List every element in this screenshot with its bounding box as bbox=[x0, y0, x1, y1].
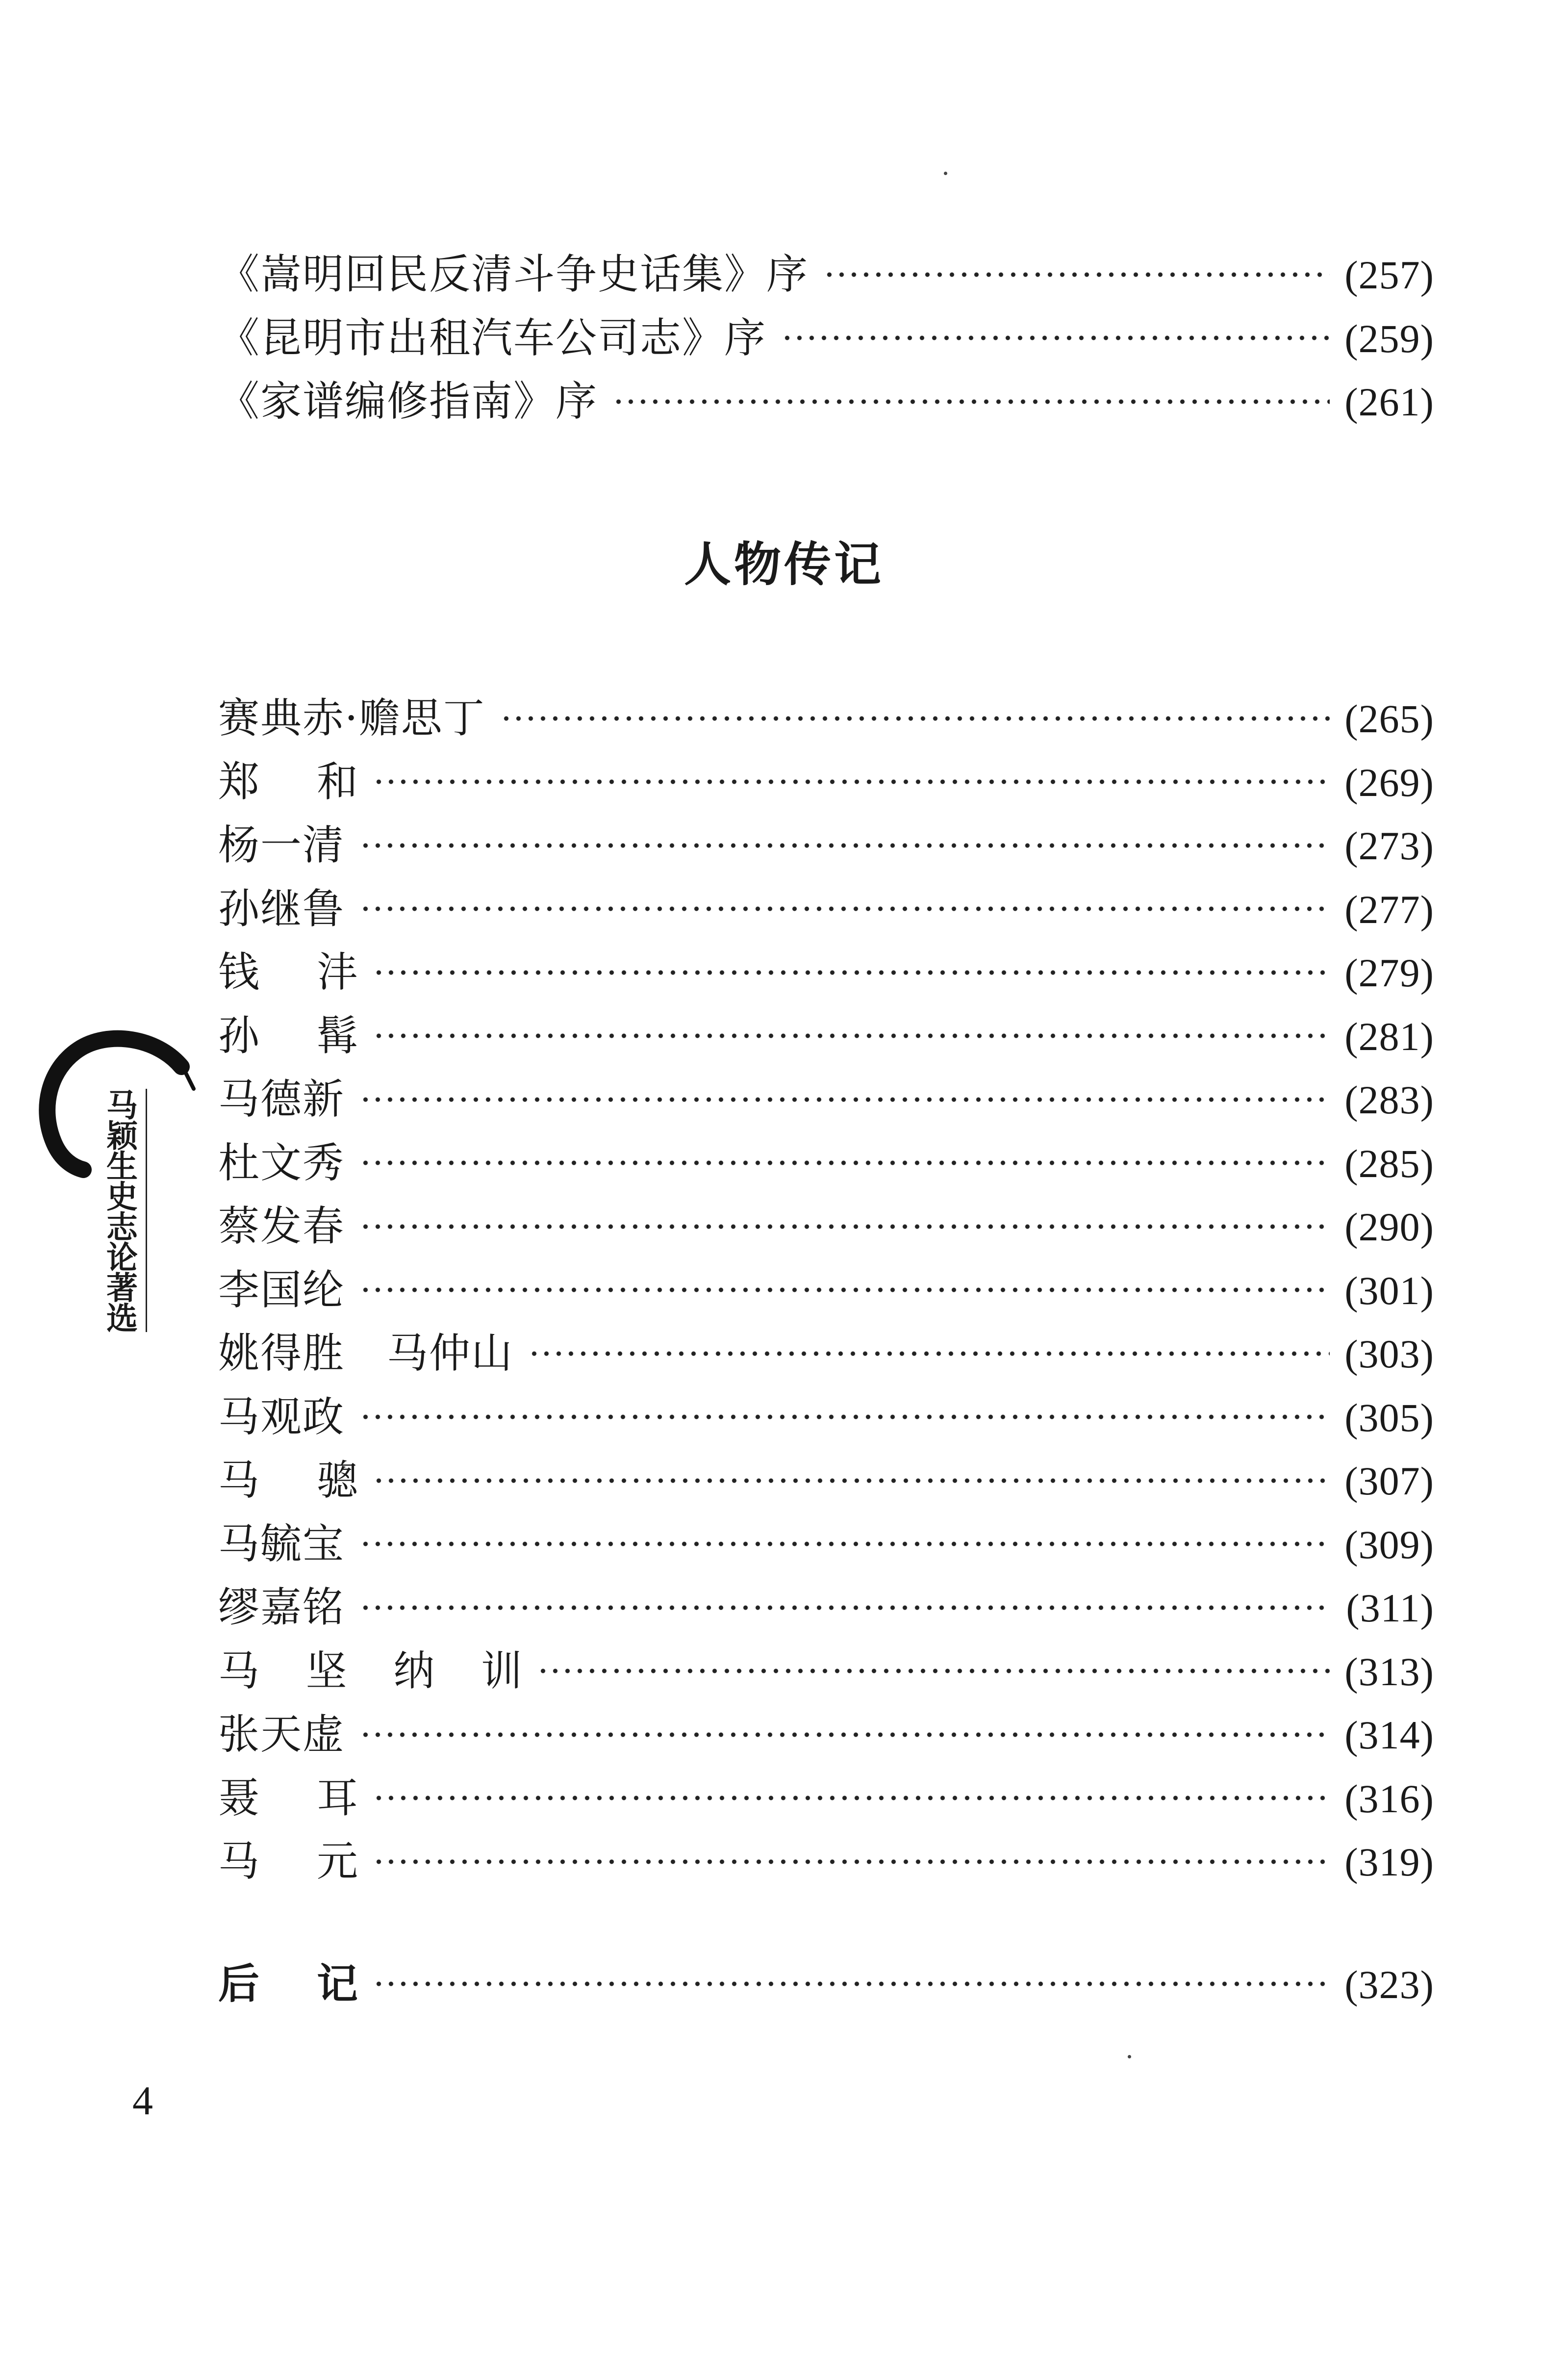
dot-leader bbox=[373, 968, 1330, 977]
dot-leader bbox=[537, 1667, 1330, 1675]
toc-entry-page: (279) bbox=[1344, 950, 1434, 995]
title-char: 后 bbox=[218, 1959, 260, 2008]
toc-entry-page: (259) bbox=[1344, 316, 1434, 361]
toc-entry bbox=[218, 1952, 1434, 2016]
toc-entry bbox=[218, 1513, 1434, 1576]
toc-entry bbox=[218, 243, 1434, 307]
scan-speck bbox=[944, 172, 947, 175]
toc-entry bbox=[218, 1830, 1434, 1894]
title-char: 郑 bbox=[218, 757, 260, 806]
dot-leader bbox=[823, 270, 1330, 279]
dot-leader bbox=[373, 1979, 1330, 1988]
title-char: 马 bbox=[218, 1646, 260, 1695]
toc-entry bbox=[218, 1322, 1434, 1386]
toc-entry-page: (303) bbox=[1344, 1332, 1434, 1376]
toc-entry bbox=[218, 1195, 1434, 1258]
toc-entry-title bbox=[218, 1449, 358, 1513]
toc-entry bbox=[218, 814, 1434, 877]
toc-entry-page: (319) bbox=[1344, 1840, 1434, 1884]
dot-leader bbox=[359, 1222, 1330, 1231]
toc-entry-page: (261) bbox=[1344, 380, 1434, 424]
dot-leader bbox=[359, 1730, 1330, 1739]
dot-leader bbox=[781, 334, 1330, 342]
dot-leader bbox=[359, 1285, 1330, 1294]
scan-speck bbox=[1128, 2055, 1131, 2058]
title-char: 骢 bbox=[316, 1456, 358, 1504]
toc-entry-page: (277) bbox=[1344, 887, 1434, 932]
toc-entry bbox=[218, 1640, 1434, 1703]
toc-entry-page: (305) bbox=[1344, 1395, 1434, 1440]
title-char: 纳 bbox=[393, 1646, 435, 1695]
toc-entry-title: 《昆明市出租汽车公司志》序 bbox=[218, 313, 767, 362]
toc-entry-title: 杨一清 bbox=[218, 821, 345, 869]
toc-entry-page: (307) bbox=[1344, 1459, 1434, 1503]
dot-leader bbox=[373, 777, 1330, 786]
dot-leader bbox=[359, 1412, 1330, 1421]
toc-biography-list bbox=[218, 687, 1434, 1894]
toc-entry-title bbox=[218, 1767, 358, 1830]
toc-entry-title: 马德新 bbox=[218, 1075, 345, 1123]
toc-entry-page: (290) bbox=[1344, 1205, 1434, 1249]
toc-entry-page: (316) bbox=[1344, 1776, 1434, 1821]
toc-entry bbox=[218, 1767, 1434, 1830]
toc-entry-title: 张天虚 bbox=[218, 1710, 345, 1758]
title-char: 和 bbox=[316, 757, 358, 806]
toc-entry-title: 《家谱编修指南》序 bbox=[218, 377, 598, 425]
title-char: 坚 bbox=[305, 1646, 347, 1695]
dot-leader bbox=[373, 1857, 1330, 1866]
page-number: 4 bbox=[132, 2078, 153, 2124]
title-char: 记 bbox=[316, 1959, 358, 2008]
title-char: 训 bbox=[481, 1646, 522, 1695]
toc-entry-title bbox=[218, 1640, 522, 1703]
title-char: 孙 bbox=[218, 1011, 260, 1060]
toc-top-list bbox=[218, 243, 1434, 434]
toc-entry-page: (281) bbox=[1344, 1014, 1434, 1059]
toc-entry bbox=[218, 1386, 1434, 1449]
dot-leader bbox=[373, 1476, 1330, 1485]
toc-entry bbox=[218, 1131, 1434, 1195]
dot-leader bbox=[359, 904, 1330, 913]
dot-leader bbox=[359, 841, 1330, 850]
toc-entry-title: 孙继鲁 bbox=[218, 884, 345, 933]
toc-entry-title bbox=[218, 1830, 358, 1894]
title-char: 聂 bbox=[218, 1773, 260, 1822]
title-char: 耳 bbox=[316, 1773, 358, 1822]
dot-leader bbox=[359, 1603, 1331, 1612]
title-char: 钱 bbox=[218, 948, 260, 996]
toc-entry-title: 赛典赤·赡思丁 bbox=[218, 694, 485, 742]
dot-leader bbox=[373, 1794, 1330, 1802]
toc-entry bbox=[218, 750, 1434, 814]
toc-entry-page: (257) bbox=[1344, 253, 1434, 297]
toc-entry-title: 《嵩明回民反清斗争史话集》序 bbox=[218, 250, 809, 298]
dot-leader bbox=[528, 1349, 1330, 1358]
toc-entry-page: (285) bbox=[1344, 1141, 1434, 1186]
toc-entry bbox=[218, 1576, 1434, 1640]
toc-entry-title: 缪嘉铭 bbox=[218, 1583, 345, 1631]
dot-leader bbox=[373, 1031, 1330, 1040]
toc-entry-title: 蔡发春 bbox=[218, 1202, 345, 1250]
toc-entry bbox=[218, 877, 1434, 941]
dot-leader bbox=[612, 397, 1330, 406]
toc-afterword bbox=[218, 1952, 1434, 2016]
toc-entry bbox=[218, 1258, 1434, 1322]
toc-entry bbox=[218, 1004, 1434, 1068]
title-char: 马 bbox=[218, 1456, 260, 1504]
toc-entry-title bbox=[218, 941, 358, 1004]
toc-entry bbox=[218, 941, 1434, 1004]
dot-leader bbox=[359, 1158, 1330, 1167]
side-running-title bbox=[34, 1020, 196, 1363]
section-heading: 人物传记 bbox=[684, 537, 884, 592]
title-char: 元 bbox=[316, 1837, 358, 1885]
toc-entry bbox=[218, 307, 1434, 370]
dot-leader bbox=[500, 714, 1330, 723]
title-char: 马 bbox=[218, 1837, 260, 1885]
toc-entry-page: (323) bbox=[1344, 1962, 1434, 2007]
toc-entry-title: 马毓宝 bbox=[218, 1519, 345, 1568]
toc-entry-title bbox=[218, 750, 358, 814]
side-title-text: 马颖生史志论著选 bbox=[96, 1089, 147, 1332]
toc-entry-title: 姚得胜 马仲山 bbox=[218, 1329, 514, 1377]
toc-entry-page: (283) bbox=[1344, 1078, 1434, 1122]
dot-leader bbox=[359, 1540, 1330, 1548]
toc-entry bbox=[218, 687, 1434, 750]
toc-entry-title bbox=[218, 1952, 358, 2016]
toc-entry-page: (269) bbox=[1344, 760, 1434, 805]
toc-entry-title: 杜文秀 bbox=[218, 1138, 345, 1187]
dot-leader bbox=[359, 1095, 1330, 1104]
toc-entry-title: 马观政 bbox=[218, 1392, 345, 1441]
toc-entry-page: (314) bbox=[1344, 1713, 1434, 1757]
toc-entry-page: (309) bbox=[1344, 1522, 1434, 1567]
toc-entry bbox=[218, 370, 1434, 434]
toc-entry-page: (311) bbox=[1346, 1586, 1434, 1630]
title-char: 沣 bbox=[316, 948, 358, 996]
toc-entry bbox=[218, 1703, 1434, 1767]
toc-entry bbox=[218, 1068, 1434, 1131]
title-char: 髯 bbox=[316, 1011, 358, 1060]
toc-entry-page: (313) bbox=[1344, 1649, 1434, 1694]
toc-entry-page: (273) bbox=[1344, 823, 1434, 868]
toc-entry-page: (265) bbox=[1344, 696, 1434, 741]
toc-entry-page: (301) bbox=[1344, 1268, 1434, 1313]
toc-entry bbox=[218, 1449, 1434, 1513]
toc-entry-title bbox=[218, 1004, 358, 1068]
toc-entry-title: 李国纶 bbox=[218, 1265, 345, 1314]
